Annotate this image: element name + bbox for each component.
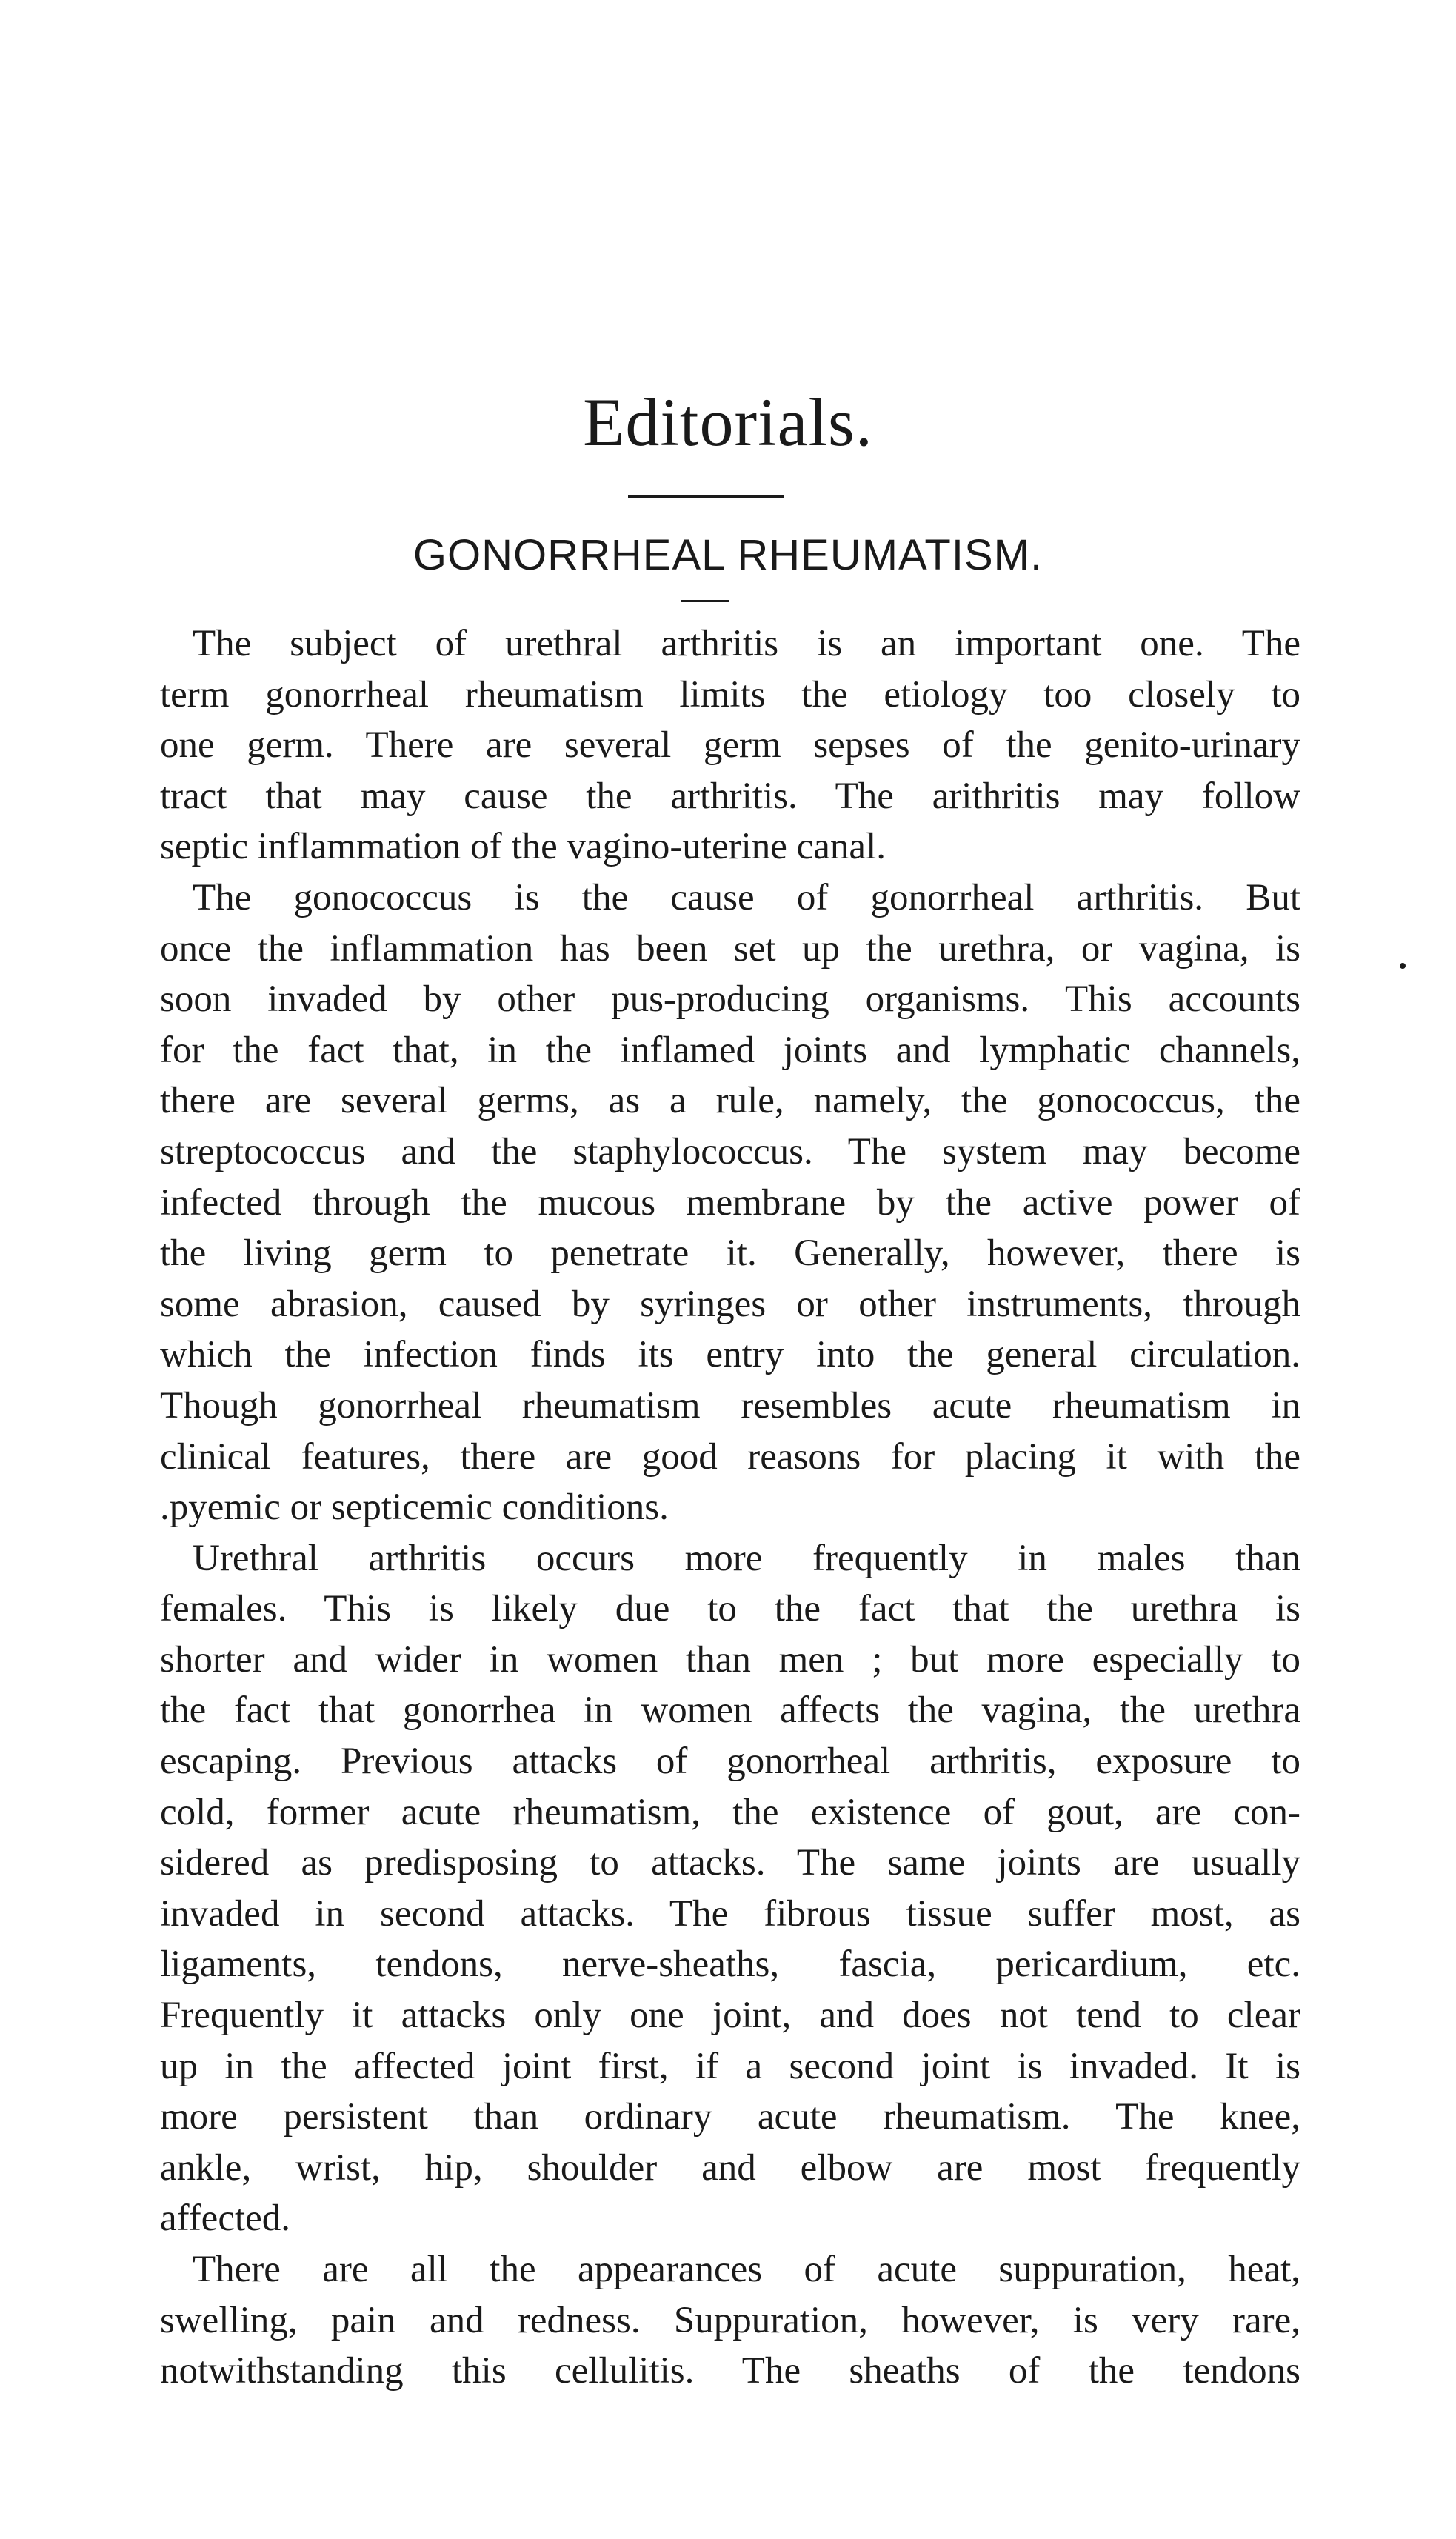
text-line: clinical features, there are good reasons for placing it with the <box>160 1435 1300 1478</box>
text-line: invaded in second attacks. The fibrous tissue suffer most, as <box>160 1892 1300 1935</box>
text-line: there are several germs, as a rule, namely, the gonococcus, the <box>160 1080 1300 1122</box>
text-line: swelling, pain and redness. Suppuration, however, is very rare, <box>160 2299 1300 2341</box>
text-line: one germ. There are several germ sepses of the genito-urinary <box>160 724 1300 767</box>
text-line: soon invaded by other pus-producing organisms. This accounts <box>160 978 1300 1021</box>
text-line: septic inflammation of the vagino-uterine canal. <box>160 826 886 868</box>
article-body <box>160 618 1300 2397</box>
text-line: affected. <box>160 2198 291 2240</box>
text-line: females. This is likely due to the fact that the urethra is <box>160 1588 1300 1630</box>
text-line: for the fact that, in the inflamed joints and lymphatic channels, <box>160 1029 1300 1071</box>
text-line: the living germ to penetrate it. Generally, however, there is <box>160 1232 1300 1275</box>
text-line: more persistent than ordinary acute rheumatism. The knee, <box>160 2096 1300 2138</box>
text-line: the fact that gonorrhea in women affects the vagina, the urethra <box>160 1689 1300 1732</box>
text-line: notwithstanding this cellulitis. The sheaths of the tendons <box>160 2350 1300 2392</box>
text-line: cold, former acute rheumatism, the existence of gout, are con- <box>160 1791 1300 1833</box>
text-line: escaping. Previous attacks of gonorrheal arthritis, exposure to <box>160 1741 1300 1783</box>
text-line: sidered as predisposing to attacks. The same joints are usually <box>160 1842 1300 1884</box>
text-line: up in the affected joint first, if a second joint is invaded. It is <box>160 2045 1300 2087</box>
text-line: which the infection finds its entry into the general circulation. <box>160 1334 1300 1376</box>
ink-speck <box>1400 963 1406 969</box>
text-line: Though gonorrheal rheumatism resembles acute rheumatism in <box>160 1384 1300 1427</box>
text-line: tract that may cause the arthritis. The arithritis may follow <box>160 775 1300 817</box>
section-heading: Editorials. <box>583 384 873 460</box>
heading-rule <box>628 495 784 498</box>
text-line: infected through the mucous membrane by the active power of <box>160 1181 1300 1224</box>
article-title: GONORRHEAL RHEUMATISM. <box>413 531 1043 579</box>
text-line: The subject of urethral arthritis is an important one. The <box>193 623 1300 664</box>
text-line: streptococcus and the staphylococcus. The system may become <box>160 1130 1300 1172</box>
text-line: ankle, wrist, hip, shoulder and elbow are most frequently <box>160 2146 1300 2189</box>
text-line: Urethral arthritis occurs more frequently in males than <box>193 1537 1300 1579</box>
text-line: Frequently it attacks only one joint, and does not tend to clear <box>160 1995 1300 2037</box>
text-line: There are all the appearances of acute suppuration, heat, <box>193 2249 1300 2290</box>
title-rule <box>681 600 729 602</box>
text-line: shorter and wider in women than men ; but more especially to <box>160 1638 1300 1681</box>
text-line: some abrasion, caused by syringes or other instruments, through <box>160 1283 1300 1325</box>
text-line: The gonococcus is the cause of gonorrheal arthritis. But <box>193 876 1300 918</box>
text-line: .pyemic or septicemic conditions. <box>160 1487 669 1529</box>
text-line: term gonorrheal rheumatism limits the etiology too closely to <box>160 673 1300 715</box>
text-line: ligaments, tendons, nerve-sheaths, fascia, pericardium, etc. <box>160 1944 1300 1986</box>
text-line: once the inflammation has been set up the urethra, or vagina, is <box>160 927 1300 970</box>
